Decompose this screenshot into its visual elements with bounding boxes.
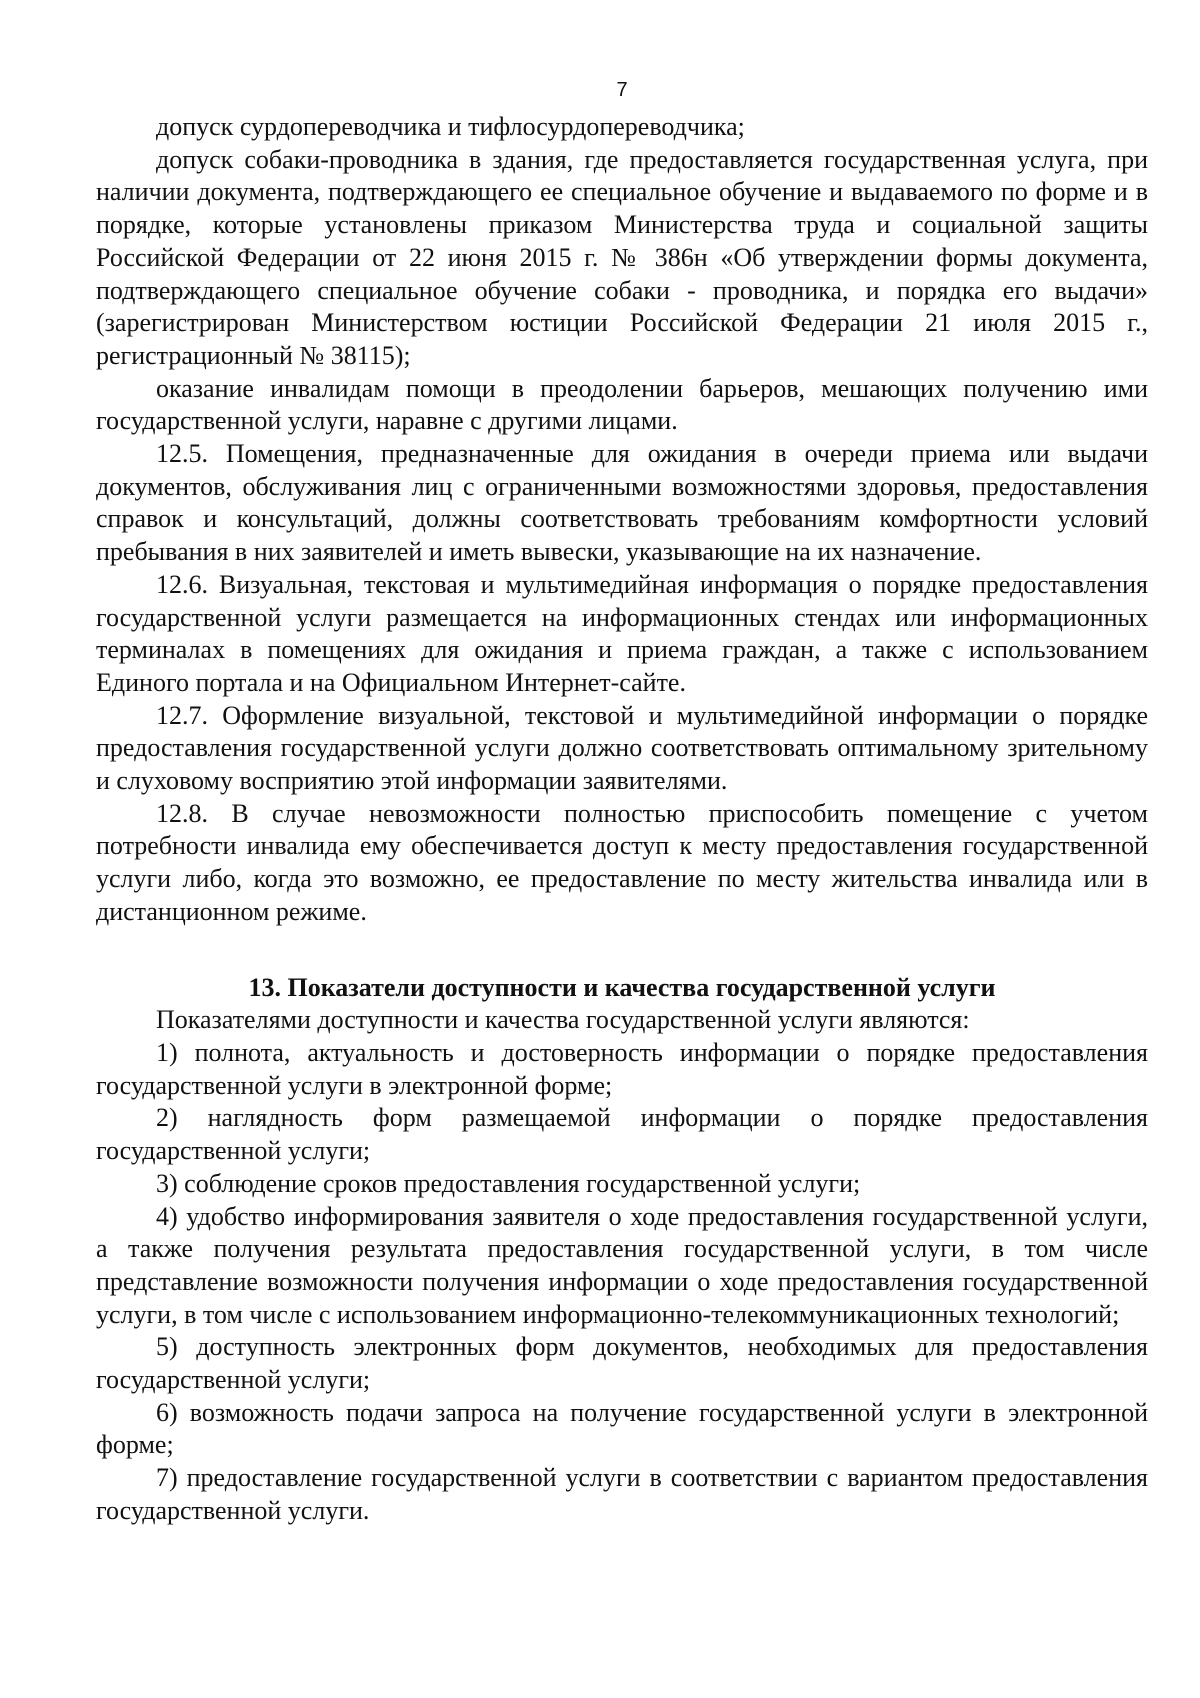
list-item-6: 6) возможность подачи запроса на получение государственной услуги в электронной форме;	[96, 1397, 1148, 1460]
list-item-2: 2) наглядность форм размещаемой информации о порядке предоставления государственной услуги;	[96, 1103, 1148, 1166]
list-item-3: 3) соблюдение сроков предоставления государственной услуги;	[156, 1168, 861, 1198]
document-body	[96, 111, 1148, 1528]
list-item-1: 1) полнота, актуальность и достоверность информации о порядке предоставления государственной услуги в электронной форме;	[96, 1037, 1148, 1100]
paragraph-sign-interpreter: допуск сурдопереводчика и тифлосурдопереводчика;	[156, 112, 745, 141]
list-item-4: 4) удобство информирования заявителя о ходе предоставления государственной услуги, а также получения результата предоставления государственной услуги, в том числе представление возможности получения информации о ходе предоставления государственной услуги, в том числе с использованием информационно-телекоммуникационных технологий;	[96, 1201, 1148, 1329]
page-number: 7	[616, 79, 628, 101]
section-heading-13: 13. Показатели доступности и качества государственной услуги	[248, 972, 996, 1002]
list-item-5: 5) доступность электронных форм документов, необходимых для предоставления государственной услуги;	[96, 1332, 1148, 1395]
paragraph-12-5: 12.5. Помещения, предназначенные для ожидания в очереди приема или выдачи документов, обслуживания лиц с ограниченными возможностями здоровья, предоставления справок и консультаций, должны соответствовать требованиям комфортности условий пребывания в них заявителей и иметь вывески, указывающие на их назначение.	[96, 439, 1148, 567]
list-item-7: 7) предоставление государственной услуги в соответствии с вариантом предоставления государственной услуги.	[96, 1463, 1148, 1525]
paragraph-indicators-intro: Показателями доступности и качества государственной услуги являются:	[156, 1005, 970, 1035]
paragraph-12-8: 12.8. В случае невозможности полностью приспособить помещение с учетом потребности инвалида ему обеспечивается доступ к месту предоставления государственной услуги либо, когда это возможно, ее предоставление по месту жительства инвалида или в дистанционном режиме.	[96, 798, 1148, 926]
paragraph-12-7: 12.7. Оформление визуальной, текстовой и мультимедийной информации о порядке предоставления государственной услуги должно соответствовать оптимальному зрительному и слуховому восприятию этой информации заявителями.	[96, 700, 1148, 796]
paragraph-guide-dog: допуск собаки-проводника в здания, где предоставляется государственная услуга, при наличии документа, подтверждающего ее специальное обучение и выдаваемого по форме и в порядке, которые установлены приказом Министерства труда и социальной защиты Российской Федерации от 22 июня 2015 г. № 386н «Об утверждении формы документа, подтверждающего специальное обучение собаки - проводника, и порядка его выдачи» (зарегистрирован Министерством юстиции Российской Федерации 21 июля 2015 г., регистрационный № 38115);	[96, 144, 1148, 370]
paragraph-assistance: оказание инвалидам помощи в преодолении барьеров, мешающих получению ими государственной услуги, наравне с другими лицами.	[96, 373, 1148, 436]
paragraph-12-6: 12.6. Визуальная, текстовая и мультимедийная информация о порядке предоставления государственной услуги размещается на информационных стендах или информационных терминалах в помещениях для ожидания и приема граждан, а также с использованием Единого портала и на Официальном Интернет-сайте.	[96, 569, 1148, 697]
